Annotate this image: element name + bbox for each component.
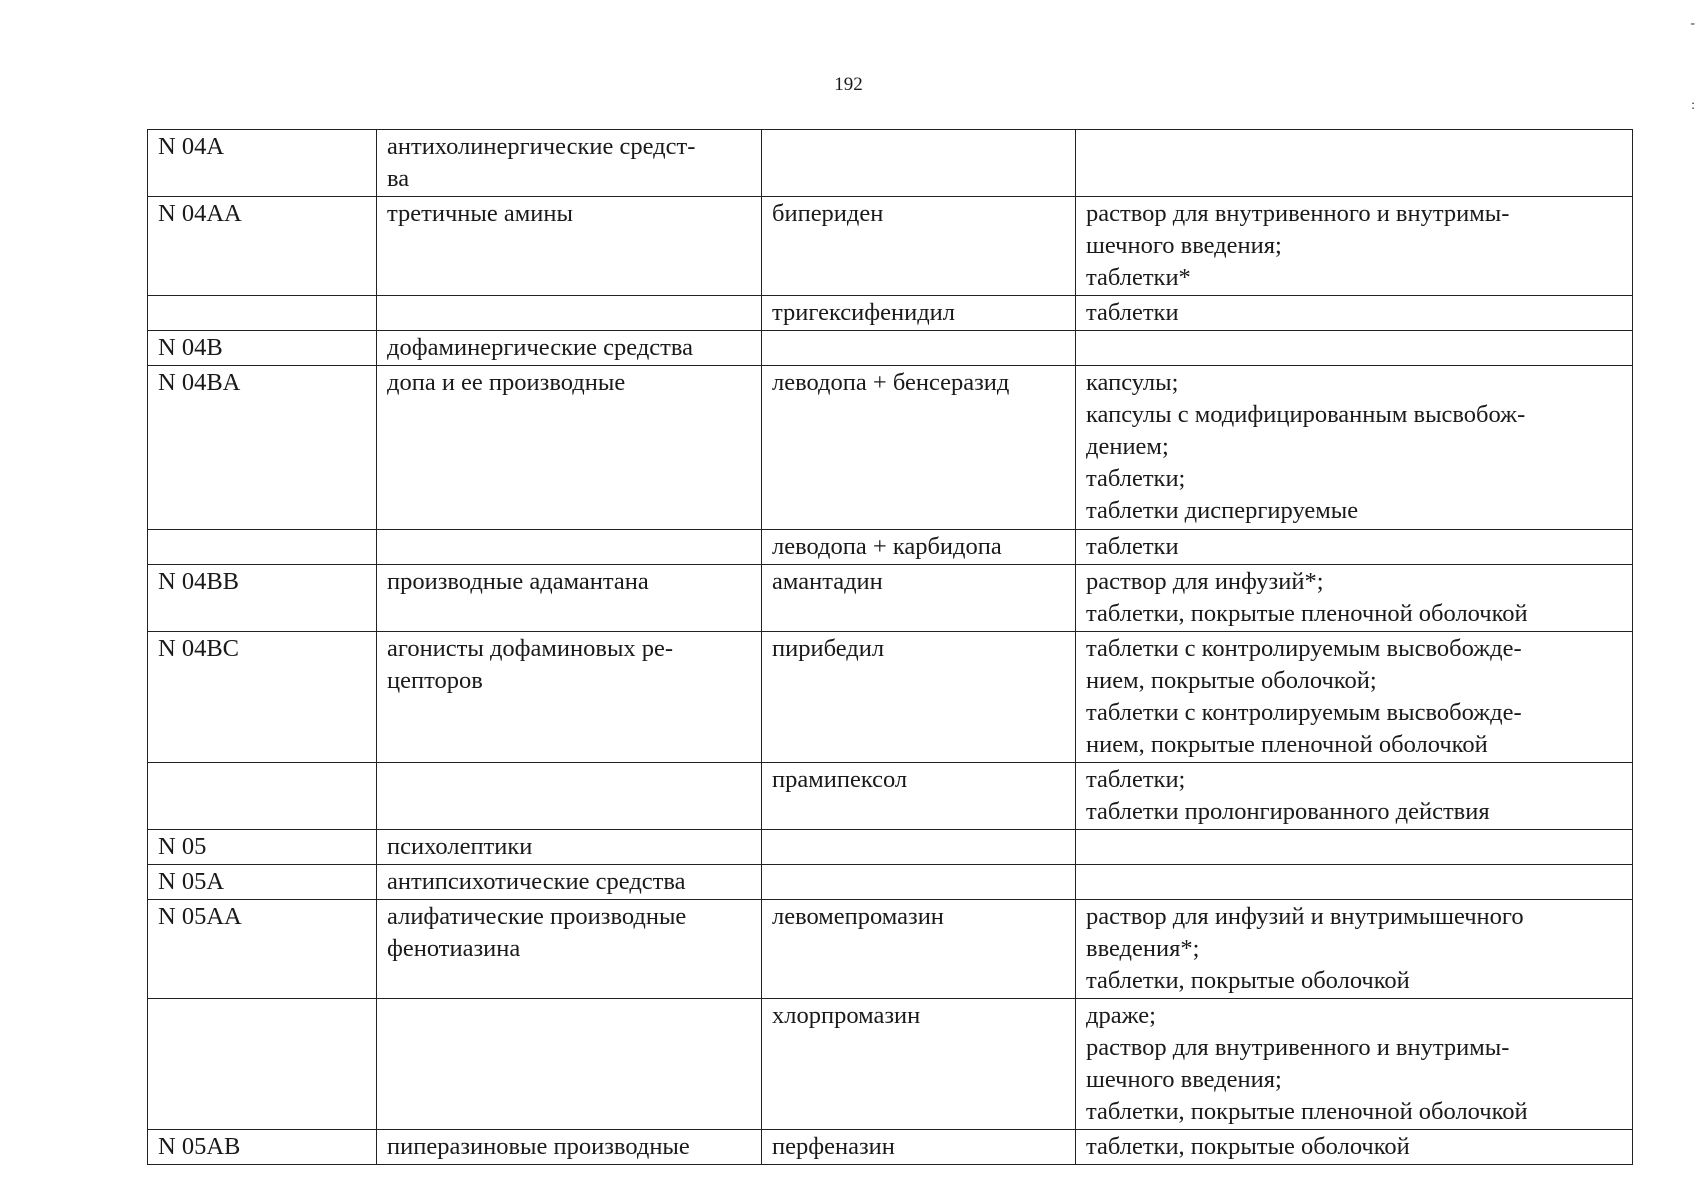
drug-name-cell: бипериден (762, 197, 1076, 296)
group-cell (377, 530, 762, 565)
table-row (148, 331, 1633, 366)
dosage-form-cell (1076, 331, 1633, 366)
table-row (148, 632, 1633, 763)
group-cell: дофаминергические средства (377, 331, 762, 366)
page-number: 192 (834, 74, 863, 95)
atc-code-cell (148, 296, 377, 331)
drug-name-cell (762, 331, 1076, 366)
dosage-form-cell (1076, 865, 1633, 900)
edge-mark: - (1690, 16, 1695, 31)
drug-name-cell: тригексифенидил (762, 296, 1076, 331)
dosage-form-cell (1076, 130, 1633, 197)
table-row (148, 999, 1633, 1130)
atc-code-cell: N 05A (148, 865, 377, 900)
group-cell: алифатические производные фенотиазина (377, 900, 762, 999)
drug-name-cell: прамипексол (762, 763, 1076, 830)
table-row (148, 366, 1633, 530)
dosage-form-cell: таблетки, покрытые оболочкой (1076, 1130, 1633, 1165)
atc-code-cell: N 05 (148, 830, 377, 865)
group-cell: антихолинергические средст- ва (377, 130, 762, 197)
group-cell (377, 763, 762, 830)
dosage-form-cell: раствор для инфузий*; таблетки, покрытые пленочной оболочкой (1076, 565, 1633, 632)
drug-name-cell: перфеназин (762, 1130, 1076, 1165)
group-cell: производные адамантана (377, 565, 762, 632)
drug-name-cell: леводопа + карбидопа (762, 530, 1076, 565)
edge-mark: : (1691, 98, 1695, 113)
table-row (148, 130, 1633, 197)
atc-code-cell: N 05AA (148, 900, 377, 999)
dosage-form-cell: раствор для инфузий и внутримышечного введения*; таблетки, покрытые оболочкой (1076, 900, 1633, 999)
atc-code-cell: N 04B (148, 331, 377, 366)
table-row (148, 296, 1633, 331)
atc-code-cell (148, 999, 377, 1130)
dosage-form-cell: драже; раствор для внутривенного и внутримы- шечного введения; таблетки, покрытые пленочной оболочкой (1076, 999, 1633, 1130)
drug-name-cell: леводопа + бенсеразид (762, 366, 1076, 530)
table-row (148, 865, 1633, 900)
drug-name-cell (762, 130, 1076, 197)
group-cell: психолептики (377, 830, 762, 865)
atc-code-cell: N 04AA (148, 197, 377, 296)
group-cell: пиперазиновые производные (377, 1130, 762, 1165)
dosage-form-cell: таблетки (1076, 530, 1633, 565)
table-row (148, 565, 1633, 632)
atc-code-cell: N 05AB (148, 1130, 377, 1165)
table-row (148, 763, 1633, 830)
group-cell: агонисты дофаминовых ре- цепторов (377, 632, 762, 763)
drug-name-cell: пирибедил (762, 632, 1076, 763)
group-cell: антипсихотические средства (377, 865, 762, 900)
dosage-form-cell: таблетки с контролируемым высвобожде- нием, покрытые оболочкой; таблетки с контролируемым высвобожде- нием, покрытые пленочной оболочкой (1076, 632, 1633, 763)
drug-name-cell: левомепромазин (762, 900, 1076, 999)
atc-code-cell: N 04BC (148, 632, 377, 763)
atc-code-cell: N 04BA (148, 366, 377, 530)
dosage-form-cell: раствор для внутривенного и внутримы- шечного введения; таблетки* (1076, 197, 1633, 296)
atc-code-cell (148, 763, 377, 830)
table-row (148, 900, 1633, 999)
group-cell (377, 999, 762, 1130)
drug-table (147, 129, 1633, 1165)
dosage-form-cell: таблетки; таблетки пролонгированного действия (1076, 763, 1633, 830)
drug-name-cell: хлорпромазин (762, 999, 1076, 1130)
table-row (148, 1130, 1633, 1165)
dosage-form-cell: капсулы; капсулы с модифицированным высвобож- дением; таблетки; таблетки диспергируемые (1076, 366, 1633, 530)
table-row (148, 197, 1633, 296)
drug-name-cell (762, 865, 1076, 900)
group-cell (377, 296, 762, 331)
table-row (148, 530, 1633, 565)
atc-code-cell: N 04BB (148, 565, 377, 632)
table-row (148, 830, 1633, 865)
dosage-form-cell: таблетки (1076, 296, 1633, 331)
drug-name-cell (762, 830, 1076, 865)
drug-name-cell: амантадин (762, 565, 1076, 632)
atc-code-cell: N 04A (148, 130, 377, 197)
group-cell: третичные амины (377, 197, 762, 296)
dosage-form-cell (1076, 830, 1633, 865)
group-cell: допа и ее производные (377, 366, 762, 530)
atc-code-cell (148, 530, 377, 565)
